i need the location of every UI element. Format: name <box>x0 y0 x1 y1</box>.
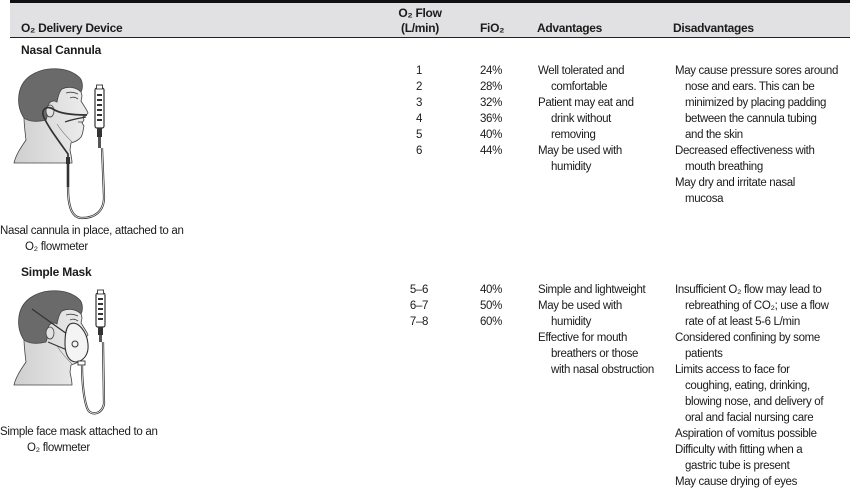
advantage-item <box>538 298 654 330</box>
advantage-item <box>538 330 654 378</box>
advantage-line: humidity <box>551 316 592 328</box>
header-advantages: Advantages <box>537 21 603 35</box>
header-flow-line2: (L/min) <box>401 21 439 35</box>
disadvantage-line: Insufficient O₂ flow may lead to <box>675 284 822 296</box>
device-heading-nasal-cannula: Nasal Cannula <box>21 43 102 57</box>
fio2-value: 60% <box>480 316 502 328</box>
advantage-line: Simple and lightweight <box>538 284 646 296</box>
fio2-value: 36% <box>480 113 502 125</box>
disadvantage-line: nose and ears. This can be <box>685 81 815 93</box>
disadvantage-line: rebreathing of CO₂; use a flow <box>685 300 829 312</box>
advantage-line: with nasal obstruction <box>551 364 654 376</box>
fio2-column-simple-mask <box>480 282 502 330</box>
flow-value: 5–6 <box>409 284 429 296</box>
disadvantage-item <box>675 143 838 175</box>
ear <box>46 327 54 339</box>
disadvantage-line: May cause pressure sores around <box>675 65 839 77</box>
disadvantage-line: patients <box>685 348 723 360</box>
advantages-column-simple-mask <box>538 282 654 378</box>
disadvantage-item <box>675 474 829 490</box>
header-flow-line1: O₂ Flow <box>398 6 442 20</box>
disadvantage-line: between the cannula tubing <box>685 113 817 125</box>
advantage-line: May be used with <box>538 145 622 157</box>
disadvantage-line: rate of at least 5-6 L/min <box>685 316 800 328</box>
disadvantage-item <box>675 282 829 330</box>
advantage-line: Patient may eat and <box>538 97 634 109</box>
disadvantage-item <box>675 442 829 474</box>
disadvantage-line: May dry and irritate nasal <box>675 177 796 189</box>
fio2-column-nasal-cannula <box>480 63 502 159</box>
advantage-line: removing <box>551 129 596 141</box>
advantages-column-nasal-cannula <box>538 63 634 175</box>
advantage-line: comfortable <box>551 81 608 93</box>
disadvantage-line: Considered confining by some <box>675 332 820 344</box>
disadvantage-line: mucosa <box>685 193 724 205</box>
flow-value: 1 <box>415 65 423 77</box>
advantage-line: Well tolerated and <box>538 65 625 77</box>
header-fio2: FiO₂ <box>480 21 505 35</box>
nasal-cannula-illustration-icon <box>10 62 115 222</box>
flow-column-simple-mask <box>393 282 445 330</box>
advantage-line: breathers or those <box>551 348 639 360</box>
fio2-value: 44% <box>480 145 502 157</box>
caption-line: O₂ flowmeter <box>25 241 88 253</box>
disadvantage-line: Decreased effectiveness with <box>675 145 815 157</box>
disadvantage-item <box>675 175 838 207</box>
disadvantage-line: blowing nose, and delivery of <box>685 396 824 408</box>
disadvantage-item <box>675 330 829 362</box>
disadvantage-item <box>675 362 829 426</box>
simple-face-mask-illustration-icon <box>10 282 115 432</box>
disadvantage-item <box>675 426 829 442</box>
fio2-value: 40% <box>480 129 502 141</box>
disadvantage-line: oral and facial nursing care <box>685 412 814 424</box>
fio2-value: 24% <box>480 65 502 77</box>
caption-line: Nasal cannula in place, attached to an <box>0 225 184 237</box>
oxygen-tubing <box>68 148 104 218</box>
flow-value: 4 <box>415 113 423 125</box>
caption-line: Simple face mask attached to an <box>0 426 158 438</box>
header-disadvantages: Disadvantages <box>673 21 754 35</box>
fio2-value: 28% <box>480 81 502 93</box>
disadvantages-column-simple-mask <box>675 282 829 490</box>
disadvantage-line: gastric tube is present <box>685 460 790 472</box>
advantage-item <box>538 63 634 95</box>
device-heading-simple-mask: Simple Mask <box>21 265 92 279</box>
disadvantage-line: Limits access to face for <box>675 364 790 376</box>
disadvantage-line: Aspiration of vomitus possible <box>675 428 817 440</box>
disadvantage-line: minimized by placing padding <box>685 97 827 109</box>
disadvantage-line: coughing, eating, drinking, <box>685 380 810 392</box>
disadvantage-line: and the skin <box>685 129 743 141</box>
flow-value: 7–8 <box>409 316 429 328</box>
disadvantage-line: May cause drying of eyes <box>675 476 797 488</box>
flow-value: 2 <box>415 81 423 93</box>
header-device: O₂ Delivery Device <box>21 21 123 35</box>
advantage-line: drink without <box>551 113 612 125</box>
disadvantage-line: Difficulty with fitting when a <box>675 444 803 456</box>
advantage-line: Effective for mouth <box>538 332 628 344</box>
advantage-item <box>538 282 654 298</box>
flow-value: 6 <box>415 145 423 157</box>
disadvantage-item <box>675 63 838 143</box>
disadvantages-column-nasal-cannula <box>675 63 838 207</box>
advantage-item <box>538 95 634 143</box>
fio2-value: 40% <box>480 284 502 296</box>
flow-column-nasal-cannula <box>393 63 445 159</box>
fio2-value: 50% <box>480 300 502 312</box>
flow-value: 3 <box>415 97 423 109</box>
advantage-line: May be used with <box>538 300 622 312</box>
flow-value: 5 <box>415 129 423 141</box>
advantage-item <box>538 143 634 175</box>
fio2-value: 32% <box>480 97 502 109</box>
advantage-line: humidity <box>551 161 592 173</box>
caption-line: O₂ flowmeter <box>27 442 90 454</box>
disadvantage-line: mouth breathing <box>685 161 763 173</box>
flow-value: 6–7 <box>409 300 429 312</box>
